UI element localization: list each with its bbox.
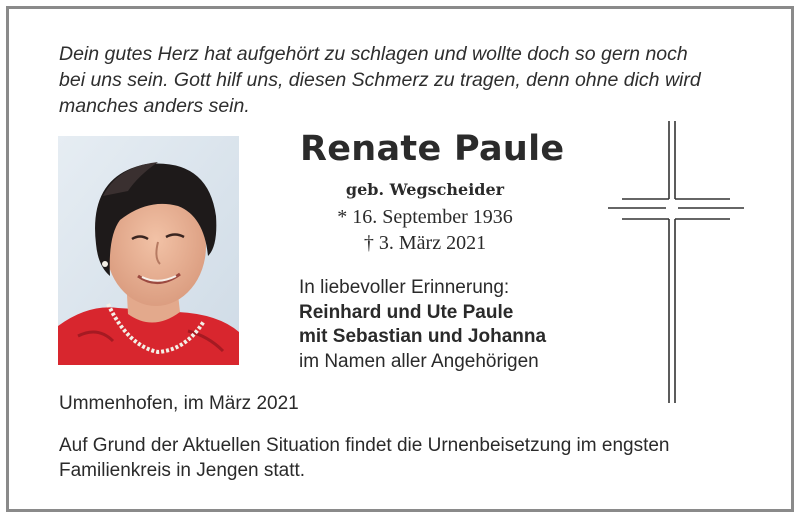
- place-and-date: Ummenhofen, im März 2021: [59, 393, 299, 414]
- mourners-line: Reinhard und Ute Paule: [299, 301, 514, 323]
- quote-line: manches anders sein.: [59, 95, 250, 117]
- cross-icon: [608, 121, 744, 403]
- birth-date: * 16. September 1936: [337, 206, 513, 228]
- memorial-quote: [59, 41, 759, 119]
- quote-line: Dein gutes Herz hat aufgehört zu schlagen und wollte doch so gern noch: [59, 43, 688, 65]
- mourners-block: [299, 276, 659, 374]
- death-date: † 3. März 2021: [363, 232, 487, 254]
- notice-line: Familienkreis in Jengen statt.: [59, 460, 306, 481]
- mourners-line: im Namen aller Angehörigen: [299, 350, 539, 372]
- burial-notice: [59, 433, 779, 483]
- notice-line: Auf Grund der Aktuellen Situation findet die Urnenbeisetzung im engsten: [59, 435, 670, 456]
- portrait-photo: [58, 136, 239, 365]
- quote-line: bei uns sein. Gott hilf uns, diesen Schmerz zu tragen, denn ohne dich wird: [59, 69, 701, 91]
- maiden-name: geb. Wegscheider: [345, 180, 505, 199]
- mourners-intro: In liebevoller Erinnerung:: [299, 277, 510, 298]
- mourners-line: mit Sebastian und Johanna: [299, 326, 547, 347]
- deceased-name: Renate Paule: [300, 129, 565, 169]
